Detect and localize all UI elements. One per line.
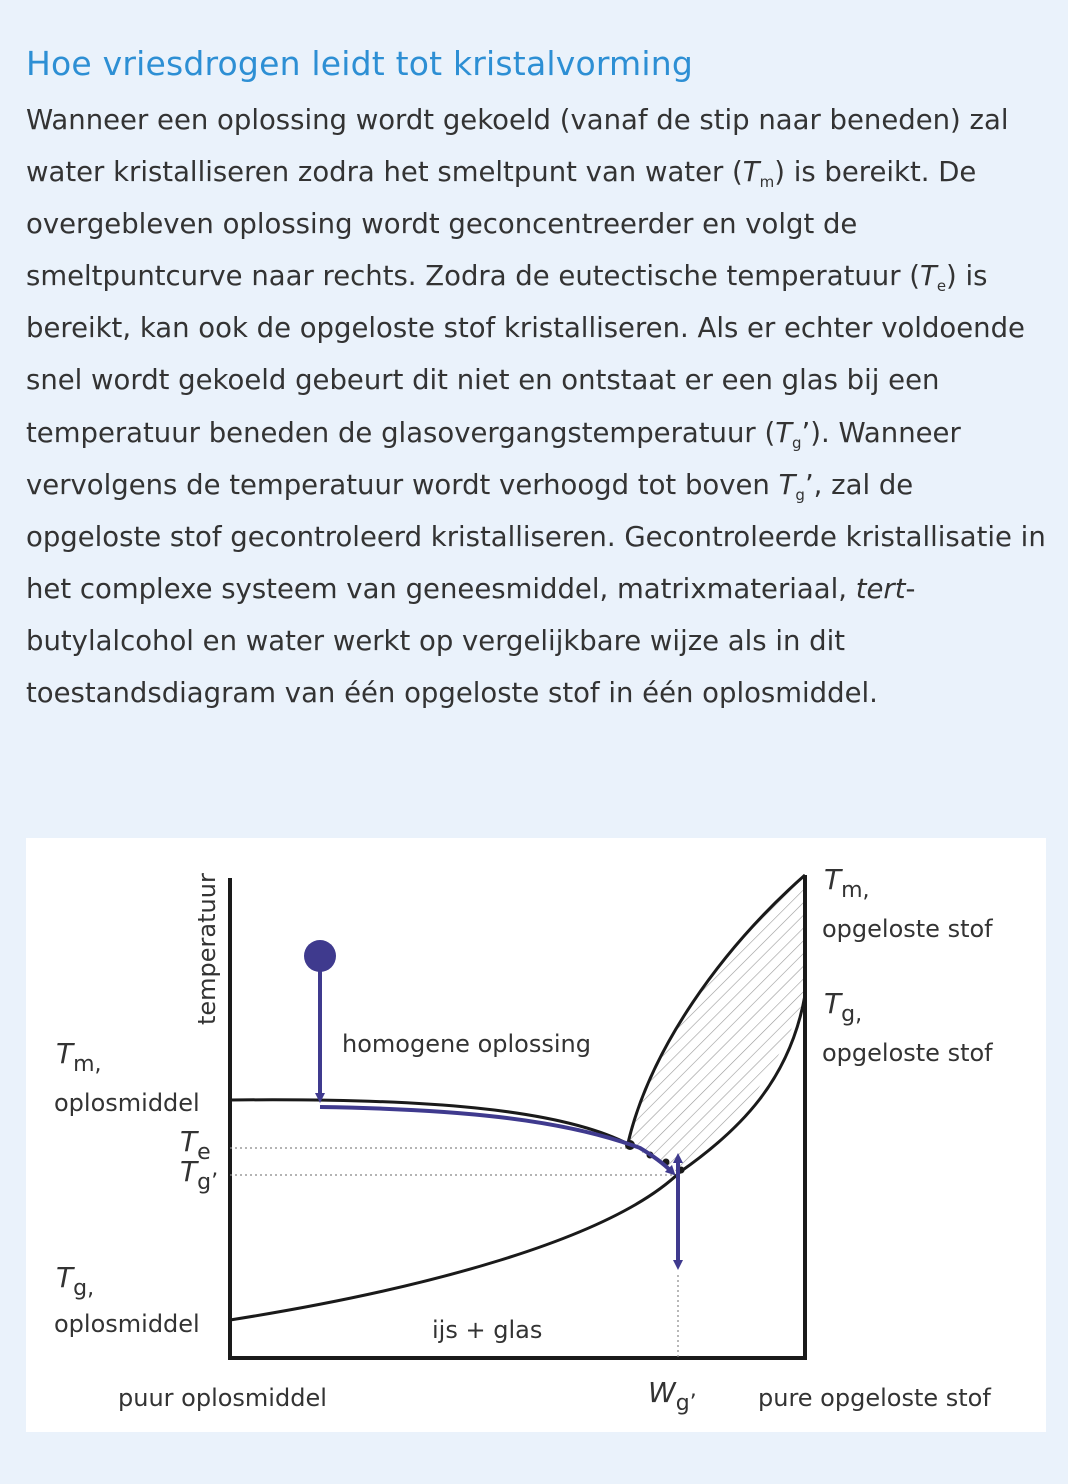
label-pure-solute: pure opgeloste stof: [758, 1384, 991, 1412]
label-tg-solute-name: opgeloste stof: [822, 1039, 993, 1067]
concentration-path: [320, 1107, 672, 1172]
label-tm-solute-name: opgeloste stof: [822, 915, 993, 943]
label-ice-glass: ijs + glas: [432, 1316, 543, 1344]
box-title: Hoe vriesdrogen leidt tot kristalvorming: [26, 44, 694, 83]
label-tm-solvent: Tm,: [56, 1037, 102, 1077]
label-tm-solvent-name: oplosmiddel: [54, 1089, 200, 1117]
hatched-region: [628, 875, 805, 1172]
melting-curve-solvent: [230, 1100, 630, 1145]
label-tg-solute: Tg,: [824, 987, 863, 1027]
label-homogeneous: homogene oplossing: [342, 1030, 591, 1058]
label-tg-prime: Tg’: [180, 1155, 219, 1195]
label-pure-solvent: puur oplosmiddel: [118, 1384, 327, 1412]
label-tg-solvent: Tg,: [56, 1261, 95, 1301]
label-wg-prime: Wg’: [648, 1376, 697, 1416]
label-tg-solvent-name: oplosmiddel: [54, 1310, 200, 1338]
label-te: Te: [180, 1125, 211, 1165]
y-axis-label: temperatuur: [193, 873, 221, 1025]
body-paragraph: Wanneer een oplossing wordt gekoeld (vanaf de stip naar beneden) zal water kristalliseren zodra het smeltpunt van water $(T_m)$ is bereikt. De overgebleven oplossing wordt geconcentreerder en volgt de smeltpuntcurve naar rechts. Zodra de eutectische temperatuur $(T_e)$ is bereikt, kan ook de opgeloste stof kristalliseren. Als er echter voldoende snel wordt gekoeld gebeurt dit niet en ontstaat er een glas bij een temperatuur beneden de glasovergangstemperatuur $(T_g’)$. Wanneer vervolgens de temperatuur wordt verhoogd tot boven $T_g$’, zal de opgeloste stof gecontroleerd kristalliseren. Gecontroleerde kristallisatie in het complexe systeem van geneesmiddel, matrixmateriaal, tert-butylalcohol en water werkt op vergelijkbare wijze als in dit toestandsdiagram van één opgeloste stof in één oplosmiddel.: [26, 104, 1046, 710]
label-tm-solute: Tm,: [824, 863, 870, 903]
